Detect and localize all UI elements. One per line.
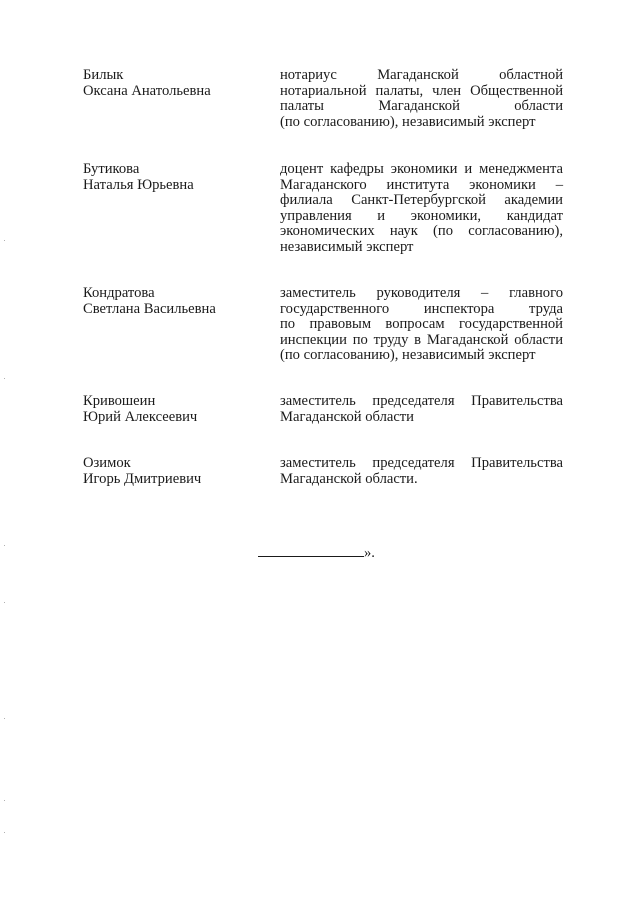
member-given-names: Светлана Васильевна — [83, 300, 216, 317]
member-surname: Кривошеин — [83, 393, 156, 409]
closing-quote: ». — [364, 545, 375, 561]
position-line: независимый эксперт — [280, 238, 414, 255]
position-line: экономических наук (по согласованию), — [280, 223, 563, 240]
position-line: (по согласованию), независимый эксперт — [280, 347, 536, 364]
member-position — [280, 68, 563, 130]
position-line: по правовым вопросам государственной — [280, 316, 563, 333]
member-given-names: Юрий Алексеевич — [83, 408, 198, 425]
position-line: (по согласованию), независимый эксперт — [280, 113, 536, 130]
signature-underline — [258, 543, 364, 557]
member-surname: Билык — [83, 67, 124, 83]
member-position — [280, 394, 563, 425]
position-line: Магаданской области. — [280, 470, 418, 487]
member-surname: Кондратова — [83, 285, 155, 301]
member-given-names: Игорь Дмитриевич — [83, 470, 202, 487]
position-line: филиала Санкт-Петербургской академии — [280, 192, 563, 209]
position-line: нотариальной палаты, член Общественной — [280, 82, 563, 99]
position-line: Магаданской области — [280, 408, 414, 425]
position-line: доцент кафедры экономики и менеджмента — [280, 161, 563, 177]
position-line: заместитель руководителя – главного — [280, 285, 563, 301]
member-surname: Бутикова — [83, 161, 140, 177]
closing-mark — [258, 543, 375, 562]
member-given-names: Наталья Юрьевна — [83, 176, 194, 193]
member-name — [83, 68, 273, 99]
member-name — [83, 456, 273, 487]
position-line: нотариус Магаданской областной — [280, 67, 563, 83]
member-given-names: Оксана Анатольевна — [83, 82, 211, 99]
member-surname: Озимок — [83, 455, 131, 471]
position-line: управления и экономики, кандидат — [280, 207, 563, 224]
member-position — [280, 286, 563, 364]
member-position — [280, 456, 563, 487]
scan-margin-artifacts — [4, 0, 6, 905]
member-name — [83, 286, 273, 317]
position-line: инспекции по труду в Магаданской области — [280, 331, 563, 348]
position-line: палаты Магаданской области — [280, 98, 563, 115]
member-name — [83, 394, 273, 425]
member-position — [280, 162, 563, 256]
position-line: заместитель председателя Правительства — [280, 393, 563, 409]
position-line: Магаданского института экономики – — [280, 176, 563, 193]
member-name — [83, 162, 273, 193]
position-line: государственного инспектора труда — [280, 300, 563, 317]
position-line: заместитель председателя Правительства — [280, 455, 563, 471]
